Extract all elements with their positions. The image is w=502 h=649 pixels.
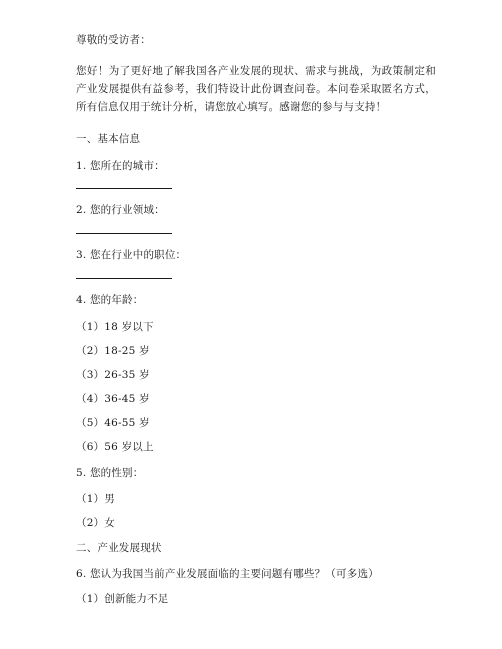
age-option[interactable]: （1）18 岁以下 bbox=[76, 321, 154, 333]
greeting: 尊敬的受访者： bbox=[76, 34, 151, 46]
question-1-city: 1. 您所在的城市： bbox=[76, 160, 165, 172]
age-option[interactable]: （2）18-25 岁 bbox=[76, 345, 150, 357]
age-option[interactable]: （5）46-55 岁 bbox=[76, 417, 150, 429]
answer-blank-position[interactable] bbox=[76, 278, 172, 279]
question-5-gender: 5. 您的性别： bbox=[76, 467, 144, 479]
section-title-basic-info: 一、基本信息 bbox=[76, 133, 141, 145]
answer-blank-industry[interactable] bbox=[76, 233, 172, 234]
age-option[interactable]: （3）26-35 岁 bbox=[76, 369, 150, 381]
question-3-position: 3. 您在行业中的职位： bbox=[76, 249, 187, 261]
question-4-age: 4. 您的年龄： bbox=[76, 294, 144, 306]
gender-option[interactable]: （2）女 bbox=[76, 517, 115, 529]
problem-option[interactable]: （1）创新能力不足 bbox=[76, 593, 169, 605]
gender-option[interactable]: （1）男 bbox=[76, 493, 115, 505]
age-option[interactable]: （4）36-45 岁 bbox=[76, 393, 150, 405]
intro-paragraph: 您好！为了更好地了解我国各产业发展的现状、需求与挑战，为政策制定和产业发展提供有益参考，我们特设计此份调查问卷。本问卷采取匿名方式，所有信息仅用于统计分析，请您放心填写。感谢您的参与与支持！ bbox=[76, 65, 436, 113]
question-6-problems: 6. 您认为我国当前产业发展面临的主要问题有哪些？（可多选） bbox=[76, 568, 379, 580]
age-option[interactable]: （6）56 岁以上 bbox=[76, 441, 154, 453]
answer-blank-city[interactable] bbox=[76, 188, 172, 189]
question-2-industry: 2. 您的行业领域： bbox=[76, 204, 165, 216]
section-title-industry-status: 二、产业发展现状 bbox=[76, 542, 162, 554]
